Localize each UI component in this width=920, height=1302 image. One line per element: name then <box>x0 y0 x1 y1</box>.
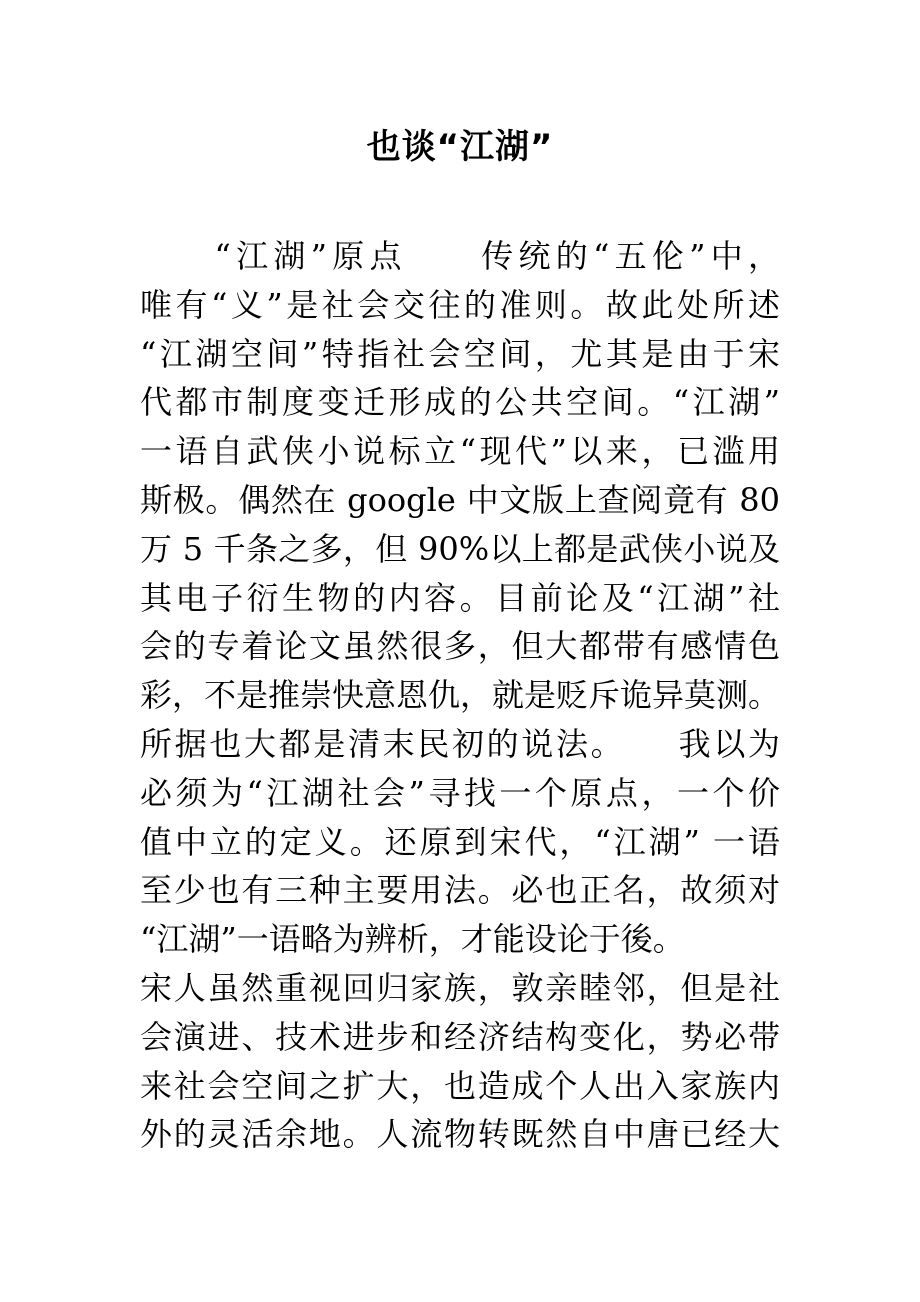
text-line: 彩，不是推崇快意恩仇，就是贬斥诡异莫测。 <box>140 676 781 715</box>
text-line: 其电子衍生物的内容。目前论及“江湖”社 <box>140 578 780 617</box>
text-line: 斯极。偶然在 google 中文版上查阅竟有 80 <box>140 480 780 519</box>
text-line: 一语自武侠小说标立“现代”以来，已滥用 <box>140 432 780 471</box>
text-line: “江湖空间”特指社会空间，尤其是由于宋 <box>140 334 780 373</box>
text-line: 必须为“江湖社会”寻找一个原点，一个价 <box>140 773 780 812</box>
text-line: “江湖”一语略为辨析，才能设论于後。 <box>140 920 685 959</box>
text-line: 万 5 千条之多，但 90%以上都是武侠小说及 <box>140 529 780 568</box>
document-body <box>140 232 780 1159</box>
text-line: 外的灵活余地。人流物转既然自中唐已经大 <box>140 1115 780 1154</box>
text-line: 至少也有三种主要用法。必也正名，故须对 <box>140 871 780 910</box>
text-line: 会演进、技术进步和经济结构变化，势必带 <box>140 1017 780 1056</box>
text-line: 所据也大都是清末民初的说法。 我以为 <box>140 724 780 763</box>
text-line: 唯有“义”是社会交往的准则。故此处所述 <box>140 285 780 324</box>
text-line: 宋人虽然重视回归家族，敦亲睦邻，但是社 <box>140 968 780 1007</box>
document-title: 也谈“江湖” <box>366 127 554 167</box>
text-line: 会的专着论文虽然很多，但大都带有感情色 <box>140 627 780 666</box>
text-line: 来社会空间之扩大，也造成个人出入家族内 <box>140 1066 780 1105</box>
text-line: 值中立的定义。还原到宋代，“江湖” 一语 <box>140 822 780 861</box>
text-line: “江湖”原点 传统的“五伦”中， <box>140 237 780 275</box>
text-line: 代都市制度变迁形成的公共空间。“江湖” <box>140 383 780 422</box>
